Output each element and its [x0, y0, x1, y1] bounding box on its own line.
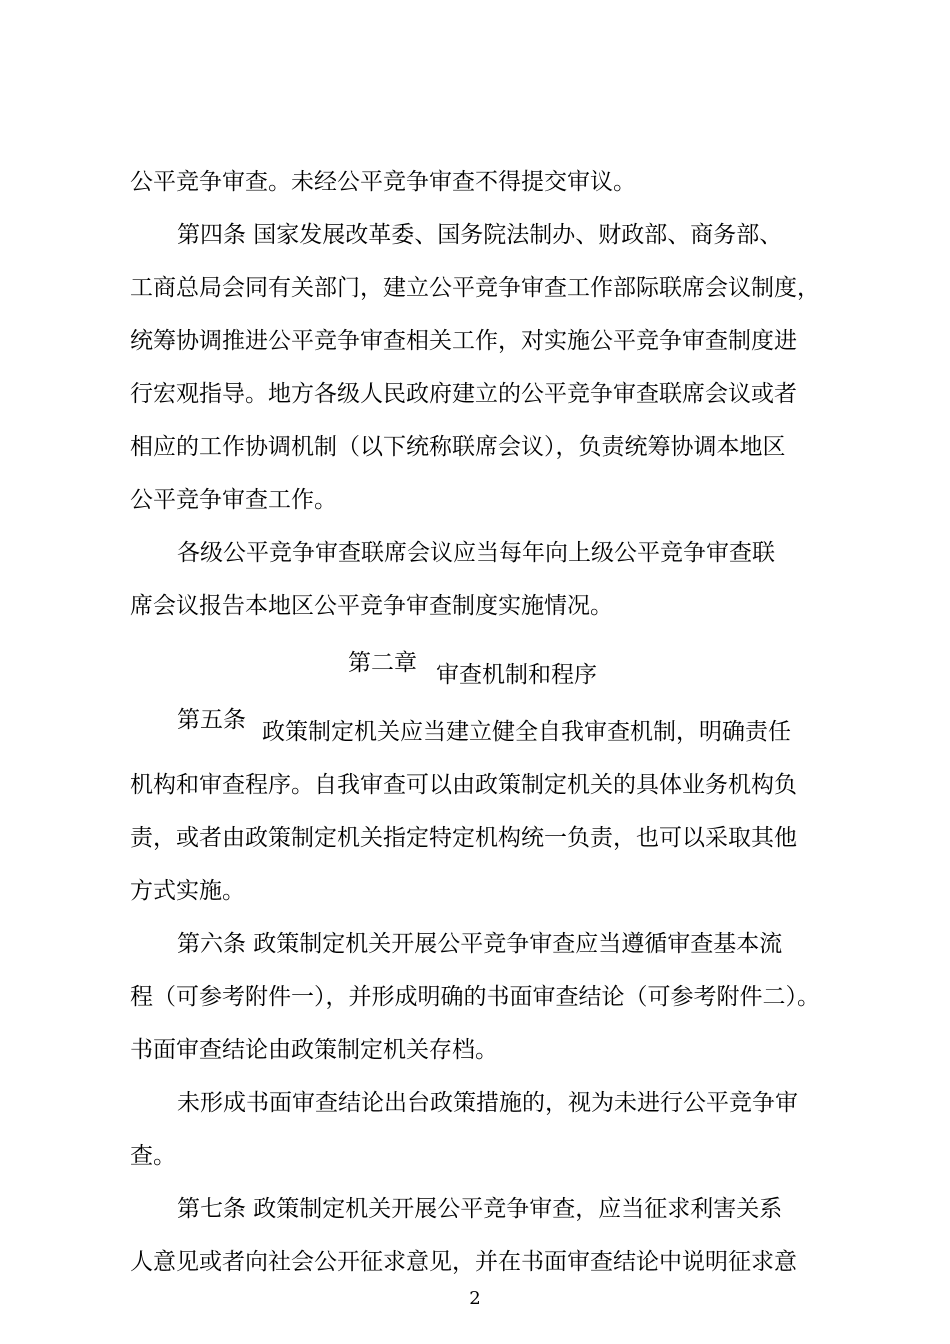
paragraph-line: 席会议报告本地区公平竞争审查制度实施情况。 [130, 593, 613, 619]
paragraph-line: 各级公平竞争审查联席会议应当每年向上级公平竞争审查联 [177, 540, 775, 566]
article-4-line: 统筹协调推进公平竞争审查相关工作，对实施公平竞争审查制度进 [130, 328, 797, 354]
article-4-line: 行宏观指导。地方各级人民政府建立的公平竞争审查联席会议或者 [130, 381, 797, 407]
paragraph-line: 未形成书面审查结论出台政策措施的，视为未进行公平竞争审 [177, 1090, 798, 1116]
article-6-line: 第六条 政策制定机关开展公平竞争审查应当遵循审查基本流 [177, 931, 783, 957]
paragraph-line: 公平竞争审查。未经公平竞争审查不得提交审议。 [130, 169, 636, 195]
article-6-line: 书面审查结论由政策制定机关存档。 [130, 1037, 498, 1063]
article-4-line: 第四条 国家发展改革委、国务院法制办、财政部、商务部、 [177, 222, 783, 248]
article-6-line: 程（可参考附件一），并形成明确的书面审查结论（可参考附件二）。 [130, 984, 820, 1010]
article-7-line: 人意见或者向社会公开征求意见，并在书面审查结论中说明征求意 [130, 1249, 797, 1275]
article-5-line: 责，或者由政策制定机关指定特定机构统一负责，也可以采取其他 [130, 825, 797, 851]
chapter-number: 第二章 [348, 650, 417, 676]
article-5-label: 第五条 [177, 707, 246, 733]
article-4-line: 工商总局会同有关部门，建立公平竞争审查工作部际联席会议制度， [130, 275, 820, 301]
article-5-line: 方式实施。 [130, 878, 245, 904]
article-5-line: 机构和审查程序。自我审查可以由政策制定机关的具体业务机构负 [130, 772, 797, 798]
article-4-line: 相应的工作协调机制（以下统称联席会议），负责统筹协调本地区 [130, 434, 786, 460]
article-7-line: 第七条 政策制定机关开展公平竞争审查，应当征求利害关系 [177, 1196, 783, 1222]
paragraph-line: 查。 [130, 1143, 176, 1169]
article-4-line: 公平竞争审查工作。 [130, 487, 337, 513]
chapter-title: 审查机制和程序 [436, 662, 597, 688]
page-number: 2 [469, 1288, 481, 1309]
article-5-first-line: 政策制定机关应当建立健全自我审查机制，明确责任 [262, 719, 791, 745]
